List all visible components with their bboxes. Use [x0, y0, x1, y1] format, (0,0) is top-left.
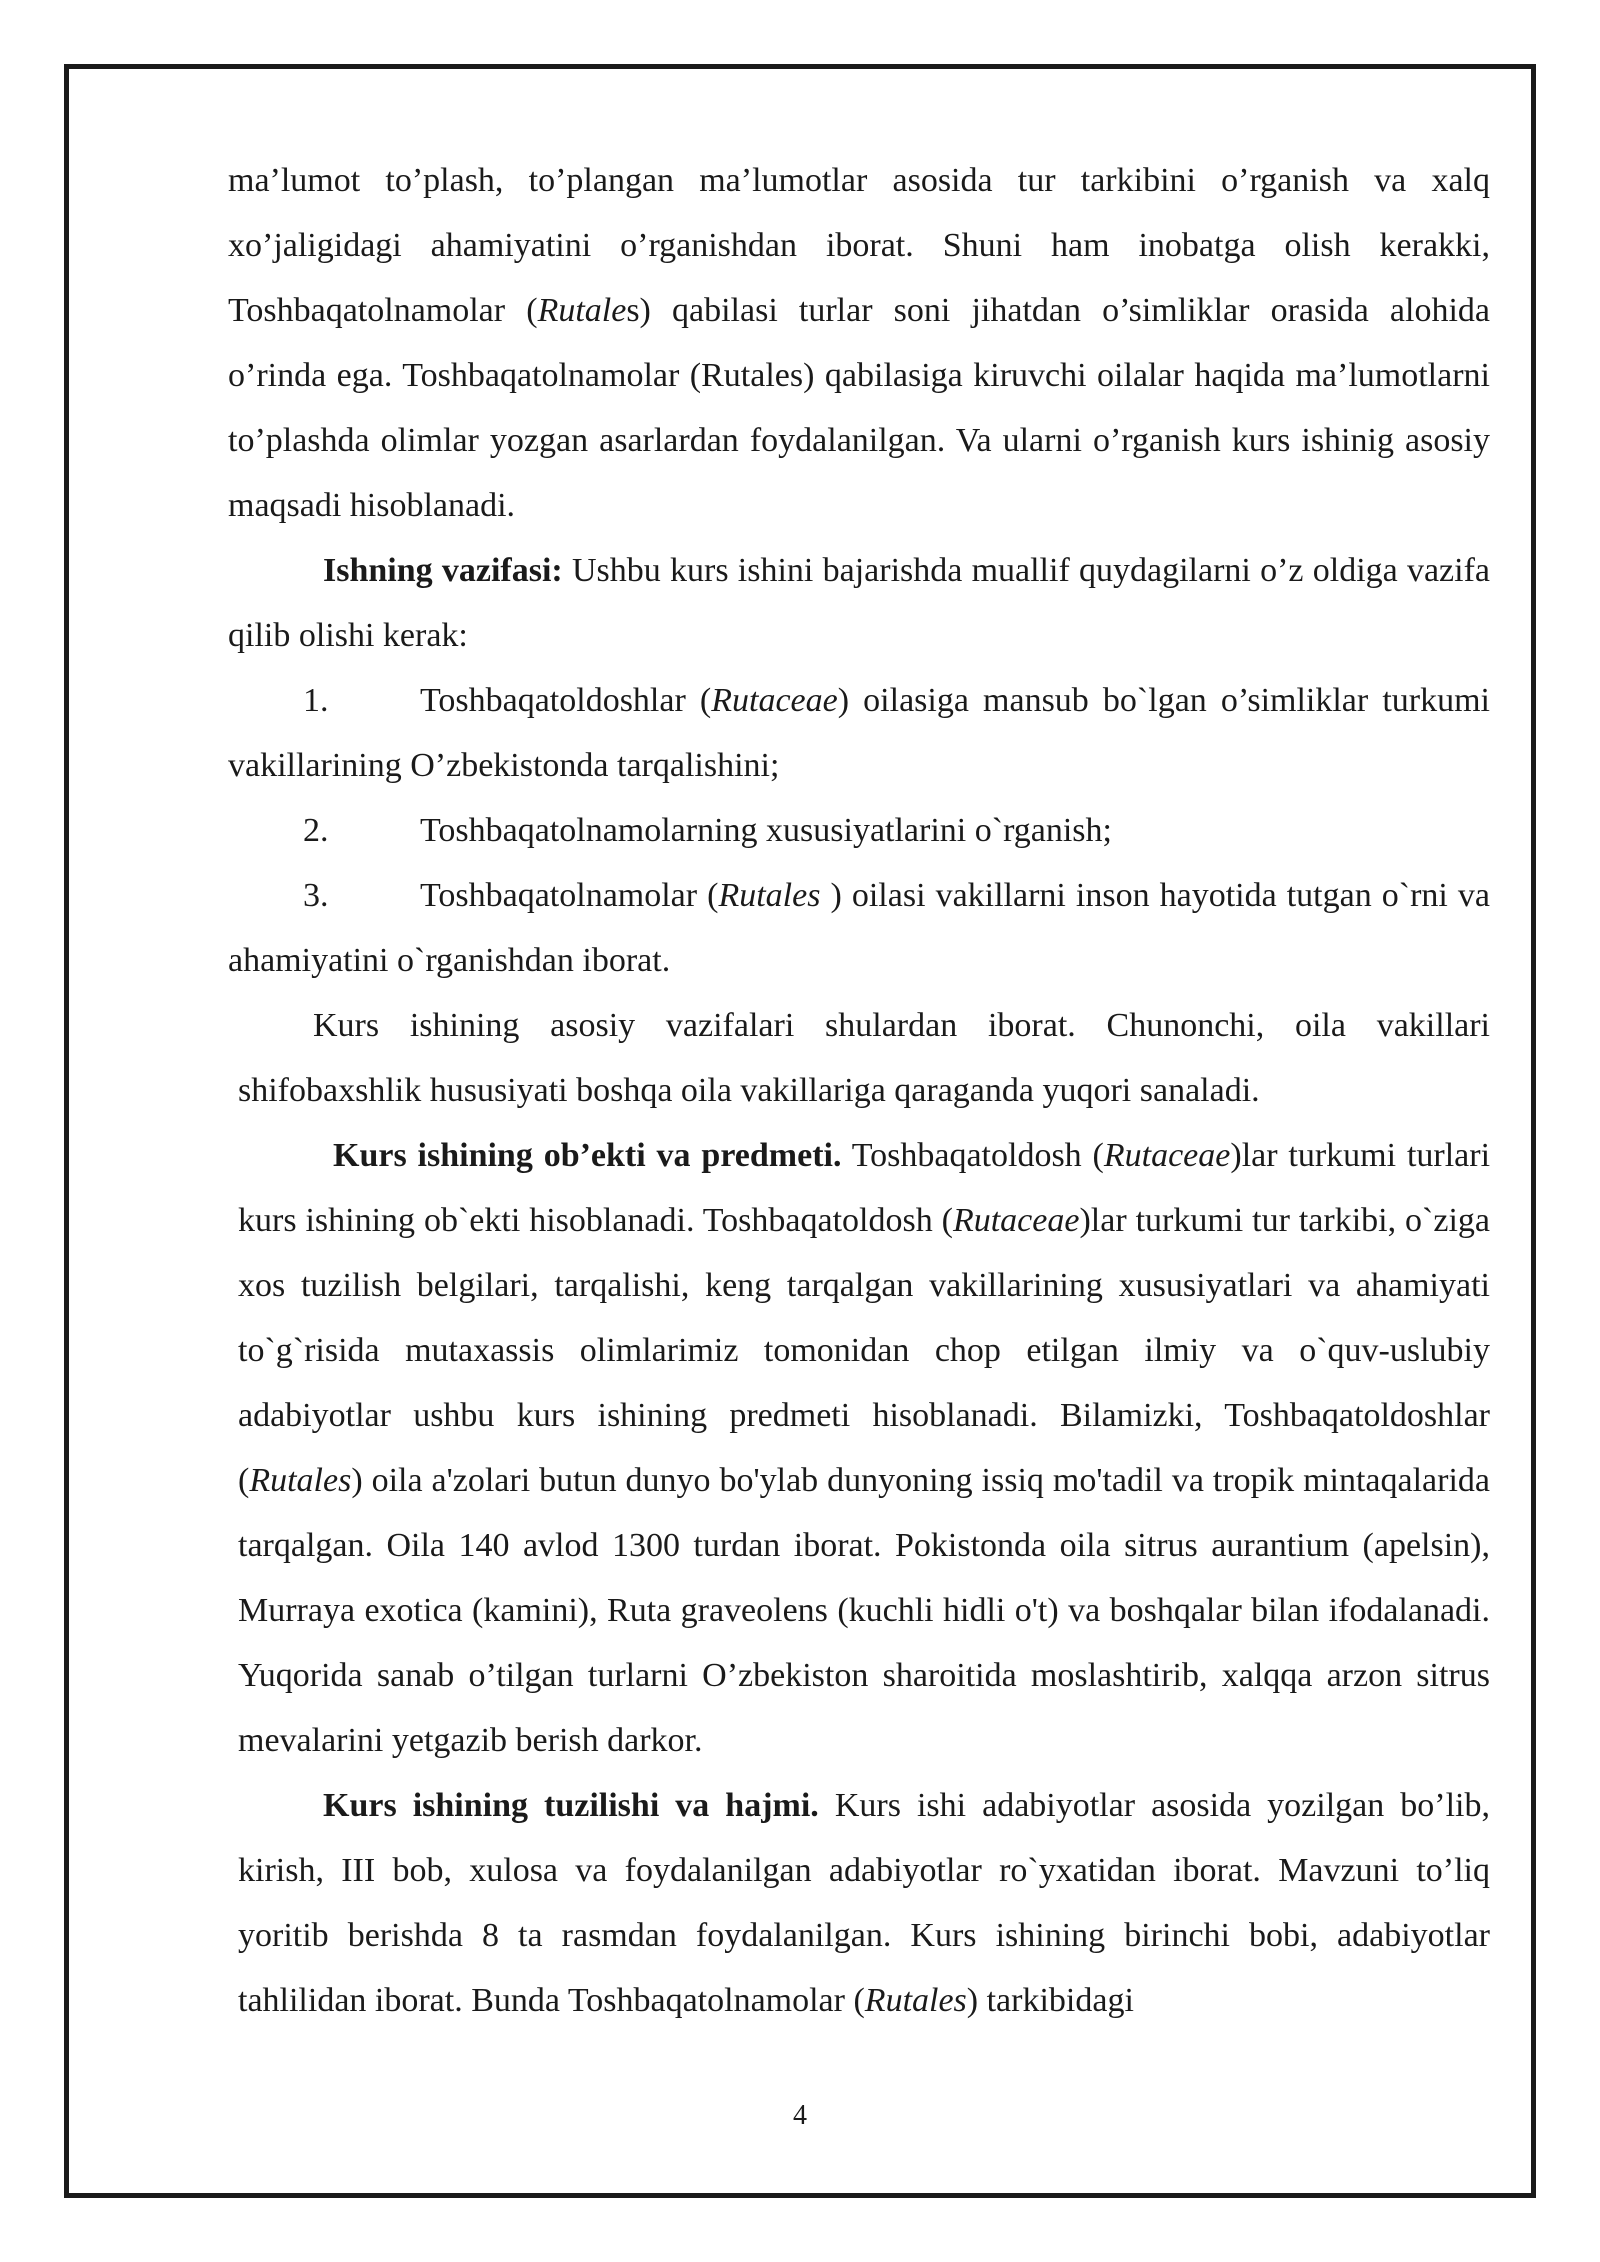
paragraph-intro [228, 148, 1490, 538]
text-run: Kurs ishining asosiy vazifalari shulardan iborat. Chunonchi, oila vakillari shifobaxshlik hususiyati boshqa oila vakillariga qaraganda yuqori sanaladi. [238, 1007, 1490, 1109]
list-item-1 [228, 668, 1490, 798]
italic-term: Rutales [718, 877, 821, 914]
text-run: s) qabilasi turlar soni jihatdan o’simliklar orasida alohida o’rinda ega. Toshbaqatolnamolar (Rutales) qabilasiga kiruvchi oilalar haqida ma’lumotlarni to’plashda olimlar yozgan asarlardan foydalanilgan. Va ularni o’rganish kurs ishinig asosiy maqsadi hisoblanadi. [228, 292, 1490, 524]
italic-term: Rutale [537, 292, 627, 329]
section-heading: Ishning vazifasi: [323, 552, 563, 589]
paragraph-object [228, 1123, 1490, 1773]
text-run: Toshbaqatolnamolarning xususiyatlarini o`rganish; [420, 812, 1112, 849]
document-body [228, 148, 1490, 2033]
italic-term: Rutaceae [952, 1202, 1080, 1239]
list-item-3 [228, 863, 1490, 993]
italic-term: Rutaceae [1103, 1137, 1231, 1174]
list-item-2 [228, 798, 1490, 863]
text-run: Toshbaqatoldoshlar ( [420, 682, 712, 719]
italic-term: Rutales [864, 1982, 967, 2019]
section-heading: Kurs ishining tuzilishi va hajmi. [323, 1787, 819, 1824]
text-run: ) tarkibidagi [966, 1982, 1134, 2019]
text-run: )lar turkumi tur tarkibi, o`ziga xos tuzilish belgilari, tarqalishi, keng tarqalgan vakillarining xususiyatlari va ahamiyati to`g`risida mutaxassis olimlarimiz tomonidan chop etilgan ilmiy va o`quv-uslubiy adabiyotlar ushbu kurs ishining predmeti hisoblanadi. Bilamizki, Toshbaqatoldoshlar ( [238, 1202, 1490, 1499]
list-number: 2. [303, 812, 329, 849]
text-run: ) oila a'zolari butun dunyo bo'ylab dunyoning issiq mo'tadil va tropik mintaqalarida tarqalgan. Oila 140 avlod 1300 turdan iborat. Pokistonda oila sitrus aurantium (apelsin), Murraya exotica (kamini), Ruta graveolens (kuchli hidli o't) va boshqalar bilan ifodalanadi. Yuqorida sanab o’tilgan turlarni O’zbekiston sharoitida moslashtirib, xalqqa arzon sitrus mevalarini yetgazib berish darkor. [238, 1462, 1490, 1759]
paragraph-summary [228, 993, 1490, 1123]
section-heading: Kurs ishining ob’ekti va predmeti. [333, 1137, 842, 1174]
text-run: Kurs ishi adabiyotlar asosida yozilgan bo’lib, kirish, III bob, xulosa va foydalanilgan adabiyotlar ro`yxatidan iborat. Mavzuni to’liq yoritib berishda 8 ta rasmdan foydalanilgan. Kurs ishining birinchi bobi, adabiyotlar tahlilidan iborat. Bunda Toshbaqatolnamolar ( [238, 1787, 1490, 2019]
text-run: Toshbaqatoldosh ( [841, 1137, 1104, 1174]
italic-term: Rutales [249, 1462, 352, 1499]
paragraph-task [228, 538, 1490, 668]
text-run: Ushbu kurs ishini bajarishda muallif quydagilarni o’z oldiga vazifa qilib olishi kerak: [228, 552, 1491, 654]
text-run: ) oilasi vakillarni inson hayotida tutgan o`rni va ahamiyatini o`rganishdan iborat. [228, 877, 1490, 979]
list-number: 1. [303, 682, 329, 719]
text-run: )lar turkumi turlari kurs ishining ob`ekti hisoblanadi. Toshbaqatoldosh ( [238, 1137, 1491, 1239]
text-run: Toshbaqatolnamolar ( [420, 877, 719, 914]
page-number: 4 [793, 2100, 807, 2131]
list-number: 3. [303, 877, 329, 914]
text-run: ma’lumot to’plash, to’plangan ma’lumotlar asosida tur tarkibini o’rganish va xalq xo’jaligidagi ahamiyatini o’rganishdan iborat. Shuni ham inobatga olish kerakki, Toshbaqatolnamolar ( [228, 162, 1490, 329]
paragraph-structure [228, 1773, 1490, 2033]
italic-term: Rutaceae [711, 682, 838, 719]
text-run: ) oilasiga mansub bo`lgan o’simliklar turkumi vakillarining O’zbekistonda tarqalishini; [228, 682, 1490, 784]
